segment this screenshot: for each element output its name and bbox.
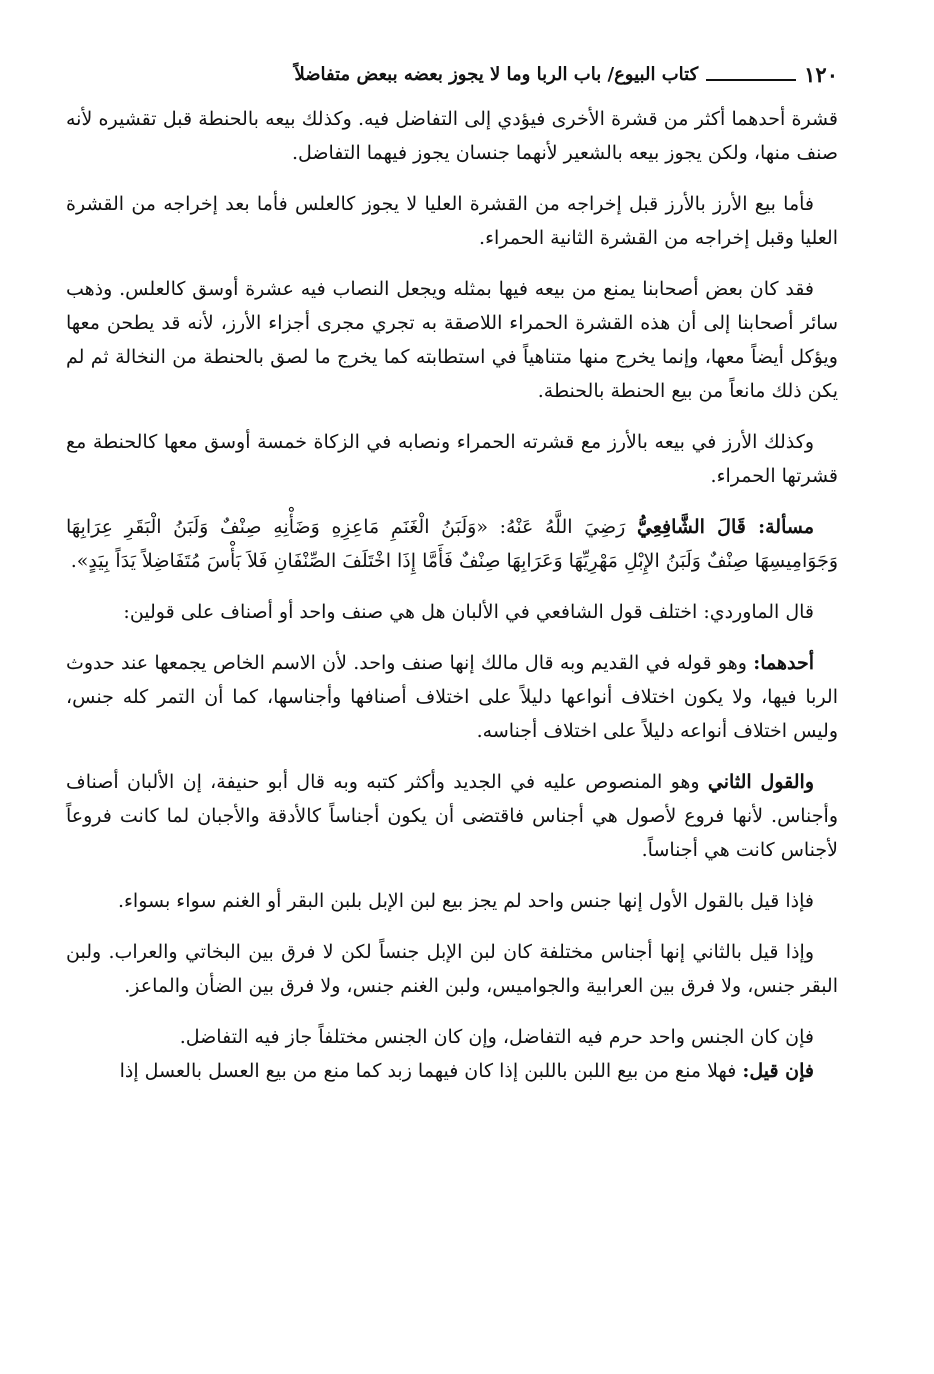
paragraph-text: وهو قوله في القديم وبه قال مالك إنها صنف واحد. لأن الاسم الخاص يجمعها عند حدوث الربا فيها، ولا يكون اختلاف أنواعها دليلاً على اختلاف أصنافها وأجناسها، كما أن التمر كله جنس، وليس اختلاف أنواعه دليلاً على اختلاف أجناسه. xyxy=(66,652,838,742)
body-text xyxy=(66,102,838,1088)
paragraph-10 xyxy=(66,935,838,1003)
paragraph-text: وهو المنصوص عليه في الجديد وأكثر كتبه وبه قال أبو حنيفة، إن الألبان أصناف وأجناس. لأنها فروع لأصول هي أجناس فاقتضى أن يكون أجناساً كالأدقة والأجبان لما كانت فروعاً لأجناس كانت هي أجناساً. xyxy=(66,771,838,861)
paragraph-text: وكذلك الأرز في بيعه بالأرز مع قشرته الحمراء ونصابه في الزكاة خمسة أوسق معها كالحنطة مع قشرتها الحمراء. xyxy=(66,431,838,487)
paragraph-text: فإذا قيل بالقول الأول إنها جنس واحد لم يجز بيع لبن الإبل بلبن البقر أو الغنم سواء بسواء. xyxy=(117,890,814,912)
paragraph-text: قشرة أحدهما أكثر من قشرة الأخرى فيؤدي إلى التفاضل فيه. وكذلك بيعه بالحنطة قبل تقشيره لأنه صنف منها، ولكن يجوز بيعه بالشعير لأنهما جنسان يجوز فيهما التفاضل. xyxy=(66,108,838,164)
paragraph-masala xyxy=(66,510,838,578)
paragraph-text: فهلا منع من بيع اللبن باللبن إذا كان فيهما زبد كما منع من بيع العسل بالعسل إذا xyxy=(119,1060,743,1082)
paragraph-11 xyxy=(66,1020,838,1054)
page-number: ١٢٠ xyxy=(804,61,838,87)
document-page xyxy=(66,54,838,1354)
second-opinion-heading: والقول الثاني xyxy=(707,771,814,793)
paragraph-4 xyxy=(66,425,838,493)
paragraph-3 xyxy=(66,272,838,408)
header-rule xyxy=(706,67,796,81)
paragraph-text: قال الماوردي: اختلف قول الشافعي في الألبان هل هي صنف واحد أو أصناف على قولين: xyxy=(123,601,814,623)
paragraph-1 xyxy=(66,102,838,170)
paragraph-2 xyxy=(66,187,838,255)
paragraph-second-opinion xyxy=(66,765,838,867)
running-title: كتاب البيوع/ باب الربا وما لا يجوز بعضه ببعض متفاضلاً xyxy=(294,63,699,85)
paragraph-text: وإذا قيل بالثاني إنها أجناس مختلفة كان لبن الإبل جنساً لكن لا فرق بين البخاتي والعراب. ولبن البقر جنس، ولا فرق بين العرابية والجواميس، ولبن الغنم جنس، ولا فرق بين الضأن والماعز. xyxy=(66,941,838,997)
paragraph-objection xyxy=(66,1054,838,1088)
paragraph-text: فأما بيع الأرز بالأرز قبل إخراجه من القشرة العليا لا يجوز كالعلس فأما بعد إخراجه من القشرة العليا وقبل إخراجه من القشرة الثانية الحمراء. xyxy=(66,193,838,249)
paragraph-text: فإن كان الجنس واحد حرم فيه التفاضل، وإن كان الجنس مختلفاً جاز فيه التفاضل. xyxy=(179,1026,814,1048)
masala-heading: مسألة: قَالَ الشَّافِعِيُّ xyxy=(637,516,814,538)
paragraph-text: فقد كان بعض أصحابنا يمنع من بيعه فيها بمثله ويجعل النصاب فيه عشرة أوسق كالعلس. وذهب سائر أصحابنا إلى أن هذه القشرة الحمراء اللاصقة به تجري مجرى أجزاء الأرز، لأنه قد يطحن معها ويؤكل أيضاً معها، وإنما يخرج منها متناهياً في استطابته كما يخرج ما لصق بالحنطة من النخالة ثم لم يكن ذلك مانعاً من بيع الحنطة بالحنطة. xyxy=(66,278,838,402)
paragraph-9 xyxy=(66,884,838,918)
first-opinion-heading: أحدهما: xyxy=(753,652,814,674)
paragraph-first-opinion xyxy=(66,646,838,748)
running-head xyxy=(66,54,838,94)
objection-heading: فإن قيل: xyxy=(742,1060,814,1082)
paragraph-6 xyxy=(66,595,838,629)
quoted-text: رَضِيَ اللَّهُ عَنْهُ: «وَلَبَنُ الْغَنَمِ مَاعِزِهِ وَضَأْنِهِ صِنْفٌ وَلَبَنُ الْبَقَرِ عِرَابِهَا وَجَوَامِيسِهَا صِنْفٌ وَلَبَنُ الإِبْلِ مَهْرِيِّهَا وَعَرَابِهَا صِنْفٌ فَأَمَّا إِذَا اخْتَلَفَ الصِّنْفَانِ فَلاَ بَأْسَ مُتَفَاضِلاً يَدَاً بِيَدٍ». xyxy=(66,516,838,572)
